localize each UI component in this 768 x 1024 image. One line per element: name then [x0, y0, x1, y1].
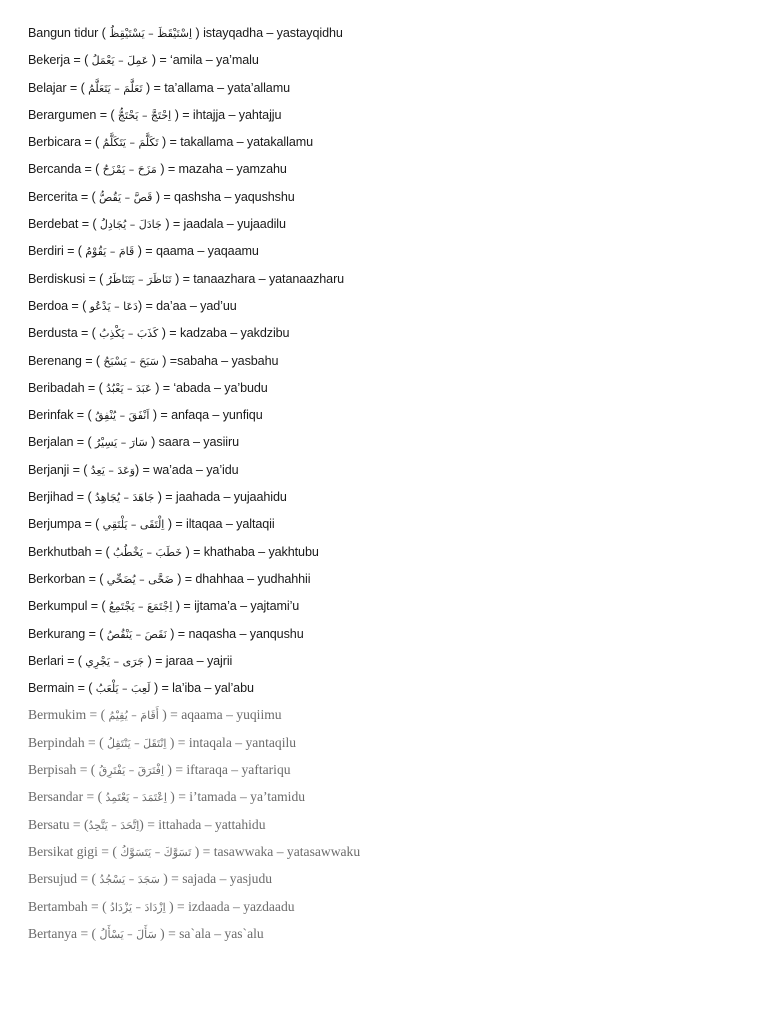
transliteration: saara – yasiiru [158, 435, 239, 450]
indonesian-word: Bangun tidur [28, 26, 99, 40]
separator-open: = ( [73, 435, 95, 450]
separator-open: = ( [69, 816, 89, 832]
transliteration: kadzaba – yakdzibu [179, 326, 290, 341]
arabic-verb-forms: اِجْتَمَعَ – يَجْتَمِعُ [108, 600, 173, 614]
arabic-verb-forms: سَبَحَ – يَسْبَحُ [103, 354, 159, 368]
arabic-verb-forms: جَادَلَ – يُجَادِلُ [99, 218, 162, 232]
arabic-verb-forms: قَصَّ – يَقُصُّ [99, 190, 153, 204]
indonesian-word: Berdoa [28, 298, 69, 313]
vocabulary-entry [28, 923, 748, 950]
vocabulary-entry [28, 77, 748, 104]
arabic-verb-forms: أَقَامَ – يُقِيْمُ [108, 709, 159, 723]
indonesian-word: Bekerja [28, 53, 71, 68]
arabic-verb-forms: سَجَدَ – يَسْجُدُ [99, 873, 160, 887]
arabic-verb-forms: ضَحَّى – يُضَحِّي [106, 572, 174, 586]
arabic-verb-forms: دَعَا – يَدْعُو [89, 299, 138, 313]
separator-close: ) = [173, 571, 196, 586]
transliteration: ijtama’a – yajtami’u [194, 599, 300, 614]
separator-open: = ( [68, 298, 90, 313]
separator-close: ) = [150, 681, 173, 696]
vocabulary-entry [28, 786, 748, 813]
vocabulary-entry [28, 186, 748, 213]
separator-close: ) = [154, 490, 176, 505]
separator-open: = ( [74, 681, 96, 696]
transliteration: sa`ala – yas`alu [179, 925, 264, 941]
separator-close: ) = [156, 162, 179, 177]
arabic-verb-forms: تَسَوَّكَ – يَتَسَوَّكُ [120, 845, 192, 859]
separator-close: ) = [161, 217, 184, 232]
transliteration: ittahada – yattahidu [158, 816, 266, 832]
separator-close: ) = [166, 626, 189, 641]
vocabulary-entry [28, 759, 748, 786]
separator-close: ) = [164, 762, 187, 778]
vocabulary-entry [28, 868, 748, 895]
vocabulary-entry [28, 404, 748, 431]
indonesian-word: Berargumen [28, 107, 97, 122]
transliteration: intaqala – yantaqilu [188, 734, 297, 750]
vocabulary-entry [28, 513, 748, 540]
separator-open: = ( [86, 707, 109, 723]
transliteration: ihtajja – yahtajju [192, 107, 282, 122]
separator-close: ) = [156, 925, 180, 941]
separator-open: = ( [87, 898, 111, 914]
separator-open: = ( [91, 544, 113, 559]
transliteration: da’aa – yad’uu [156, 298, 237, 313]
vocabulary-entry [28, 268, 748, 295]
arabic-verb-forms: اِنْتَقَلَ – يَنْتَقِلُ [107, 736, 167, 750]
indonesian-word: Berenang [28, 353, 82, 368]
arabic-verb-forms: سَارَ – يَسِيْرُ [94, 436, 148, 450]
indonesian-word: Berkurang [28, 626, 86, 641]
indonesian-word: Berjalan [28, 435, 74, 450]
vocabulary-entry [28, 104, 748, 131]
transliteration: sajada – yasjudu [182, 871, 273, 887]
vocabulary-list [28, 22, 748, 950]
transliteration: naqasha – yanqushu [188, 626, 304, 641]
transliteration: iltaqaa – yaltaqii [186, 517, 275, 532]
indonesian-word: Berpindah [28, 734, 85, 750]
transliteration: khathaba – yakhtubu [203, 544, 319, 559]
arabic-verb-forms: جَاهَدَ – يُجَاهِدُ [94, 491, 155, 505]
indonesian-word: Berbicara [28, 135, 81, 150]
separator-close: ) = [158, 326, 180, 341]
transliteration: takallama – yatakallamu [180, 135, 314, 150]
indonesian-word: Bertambah [28, 898, 88, 914]
arabic-verb-forms: اِفْتَرَقَ – يَفْتَرِقُ [98, 764, 164, 778]
separator-open: = ( [81, 353, 104, 368]
arabic-verb-forms: تَكَلَّمَ – يَتَكَلَّمُ [102, 136, 159, 150]
separator-open: = ( [69, 462, 91, 477]
indonesian-word: Berpisah [28, 762, 77, 778]
vocabulary-entry [28, 22, 748, 49]
transliteration: jaadala – yujaadilu [183, 217, 286, 232]
separator-open: = ( [83, 789, 106, 805]
separator-close: ) = [166, 789, 190, 805]
arabic-verb-forms: كَذَبَ – يَكْذِبُ [99, 327, 159, 341]
indonesian-word: Bersandar [28, 789, 84, 805]
indonesian-word: Belajar [28, 80, 67, 95]
transliteration: sabaha – yasbahu [177, 353, 279, 368]
arabic-verb-forms: عَمِلَ – يَعْمَلُ [91, 54, 149, 68]
indonesian-word: Berjihad [28, 490, 74, 505]
separator-open: = ( [85, 626, 107, 641]
transliteration: tasawwaka – yatasawwaku [213, 843, 361, 859]
separator-close: ) = [165, 898, 189, 914]
indonesian-word: Bersikat gigi [28, 843, 98, 859]
arabic-verb-forms: وَعَدَ – يَعِدُ [90, 463, 136, 477]
vocabulary-entry [28, 49, 748, 76]
separator-open: = ( [77, 925, 100, 941]
separator-close: ) [192, 26, 204, 40]
separator-open: = ( [76, 762, 99, 778]
separator-open: = ( [77, 189, 100, 204]
transliteration: la’iba – yal’abu [172, 681, 254, 696]
vocabulary-entry [28, 295, 748, 322]
indonesian-word: Bermain [28, 681, 75, 696]
vocabulary-entry [28, 377, 748, 404]
transliteration: istayqadha – yastayqidhu [203, 26, 343, 40]
separator-close: ) = [144, 653, 166, 668]
vocabulary-entry [28, 896, 748, 923]
separator-close: ) = [158, 135, 181, 150]
indonesian-word: Berkumpul [28, 599, 88, 614]
separator-open: = ( [85, 571, 107, 586]
vocabulary-entry [28, 732, 748, 759]
indonesian-word: Bersujud [28, 871, 78, 887]
indonesian-word: Bermukim [28, 707, 87, 723]
transliteration: i’tamada – ya’tamidu [189, 789, 306, 805]
transliteration: mazaha – yamzahu [178, 162, 287, 177]
separator-open: = ( [63, 244, 86, 259]
transliteration: izdaada – yazdaadu [188, 898, 295, 914]
indonesian-word: Berdusta [28, 326, 78, 341]
vocabulary-entry [28, 350, 748, 377]
indonesian-word: Berinfak [28, 408, 74, 423]
separator-close: ) = [142, 80, 165, 95]
transliteration: wa’ada – ya’idu [153, 462, 239, 477]
transliteration: tanaazhara – yatanaazharu [193, 271, 345, 286]
separator-open: = ( [81, 162, 103, 177]
indonesian-word: Berdiskusi [28, 271, 86, 286]
indonesian-word: Berdiri [28, 244, 64, 259]
transliteration: ‘amila – ya’malu [170, 53, 259, 68]
separator-close: ) = [172, 599, 195, 614]
transliteration: anfaqa – yunfiqu [171, 408, 263, 423]
separator-close: ) = [158, 707, 182, 723]
separator-close: ) = [164, 517, 187, 532]
separator-close: ) = [171, 271, 194, 286]
arabic-verb-forms: جَرَى – يَجْرِي [85, 654, 145, 668]
vocabulary-entry [28, 131, 748, 158]
arabic-verb-forms: لَعِبَ – يَلْعَبُ [95, 682, 151, 696]
vocabulary-entry [28, 595, 748, 622]
vocabulary-entry [28, 213, 748, 240]
separator-close: ) [147, 435, 159, 450]
separator-close: ) = [166, 734, 189, 750]
separator-open: = ( [97, 843, 121, 859]
separator-close: ) = [135, 462, 154, 477]
separator-close: ) = [182, 544, 204, 559]
arabic-verb-forms: اِحْتَجَّ – يَحْتَجُّ [117, 108, 172, 122]
separator-open: = ( [77, 326, 100, 341]
vocabulary-entry [28, 841, 748, 868]
separator-open: = ( [87, 599, 109, 614]
separator-close: ) = [134, 244, 156, 259]
separator-open: = ( [77, 871, 100, 887]
transliteration: ta’allama – yata’allamu [164, 80, 291, 95]
arabic-verb-forms: خَطَبَ – يَخْطُبُ [112, 545, 183, 559]
arabic-verb-forms: قَامَ – يَقُوْمُ [85, 245, 135, 259]
arabic-verb-forms: اِزْدَادَ – يَزْدَادُ [110, 900, 166, 914]
transliteration: jaahada – yujaahidu [175, 490, 287, 505]
indonesian-word: Berdebat [28, 217, 79, 232]
vocabulary-entry [28, 541, 748, 568]
separator-open: = ( [84, 734, 108, 750]
arabic-verb-forms: اِلْتَقَى – يَلْتَقِي [102, 518, 165, 532]
indonesian-word: Bertanya [28, 925, 78, 941]
arabic-verb-forms: عَبَدَ – يَعْبُدُ [106, 381, 152, 395]
separator-close: ) = [191, 843, 214, 859]
separator-close: ) = [158, 353, 178, 368]
separator-close: ) = [171, 107, 193, 122]
transliteration: dhahhaa – yudhahhii [195, 571, 311, 586]
vocabulary-entry [28, 322, 748, 349]
indonesian-word: Berjumpa [28, 517, 82, 532]
vocabulary-entry [28, 677, 748, 704]
arabic-verb-forms: اِتَّحَدَ – يَتَّحِدُ [88, 818, 140, 832]
vocabulary-entry [28, 431, 748, 458]
transliteration: jaraa – yajrii [165, 653, 233, 668]
vocabulary-entry [28, 240, 748, 267]
vocabulary-entry [28, 459, 748, 486]
transliteration: ‘abada – ya’budu [173, 380, 268, 395]
arabic-verb-forms: اِعْتَمَدَ – يَعْتَمِدُ [105, 791, 167, 805]
separator-close: ) = [137, 298, 157, 313]
arabic-verb-forms: تَعَلَّمَ – يَتَعَلَّمُ [88, 81, 143, 95]
indonesian-word: Bercanda [28, 162, 82, 177]
arabic-verb-forms: اِسْتَيْقَظَ – يَسْتَيْقِظُ [109, 27, 193, 40]
vocabulary-entry [28, 704, 748, 731]
indonesian-word: Berlari [28, 653, 64, 668]
transliteration: qashsha – yaqushshu [174, 189, 295, 204]
vocabulary-entry [28, 568, 748, 595]
indonesian-word: Berkorban [28, 571, 86, 586]
separator-open: = ( [81, 135, 103, 150]
separator-close: ) = [148, 53, 171, 68]
separator-open: = ( [85, 271, 107, 286]
separator-open: = ( [84, 380, 107, 395]
indonesian-word: Bercerita [28, 189, 78, 204]
separator-open: = ( [73, 490, 95, 505]
separator-close: ) = [139, 816, 159, 832]
arabic-verb-forms: مَزَحَ – يَمْزَحُ [102, 163, 157, 177]
indonesian-word: Berkhutbah [28, 544, 92, 559]
transliteration: aqaama – yuqiimu [181, 707, 282, 723]
separator-open: = ( [78, 217, 100, 232]
separator-close: ) = [149, 408, 172, 423]
arabic-verb-forms: اَنْفَقَ – يُنْفِقُ [94, 409, 150, 423]
vocabulary-entry [28, 650, 748, 677]
vocabulary-entry [28, 814, 748, 841]
arabic-verb-forms: نَقَصَ – يَنْقُصُ [106, 627, 167, 641]
vocabulary-entry [28, 623, 748, 650]
vocabulary-entry [28, 486, 748, 513]
separator-close: ) = [152, 189, 175, 204]
arabic-verb-forms: تَنَاظَرَ – يَتَنَاظَرُ [106, 272, 172, 286]
separator-open: = ( [63, 653, 86, 668]
indonesian-word: Berjanji [28, 462, 70, 477]
indonesian-word: Beribadah [28, 380, 85, 395]
vocabulary-entry [28, 158, 748, 185]
separator-open: = ( [73, 408, 95, 423]
separator-open: = ( [81, 517, 103, 532]
separator-open: = ( [66, 80, 89, 95]
separator-close: ) = [159, 871, 183, 887]
separator-close: ) = [151, 380, 174, 395]
transliteration: qaama – yaqaamu [155, 244, 259, 259]
separator-open: ( [98, 26, 110, 40]
arabic-verb-forms: سَأَلَ – يَسْأَلُ [99, 927, 157, 941]
indonesian-word: Bersatu [28, 816, 70, 832]
separator-open: = ( [96, 107, 118, 122]
separator-open: = ( [70, 53, 92, 68]
transliteration: iftaraqa – yaftariqu [186, 762, 291, 778]
